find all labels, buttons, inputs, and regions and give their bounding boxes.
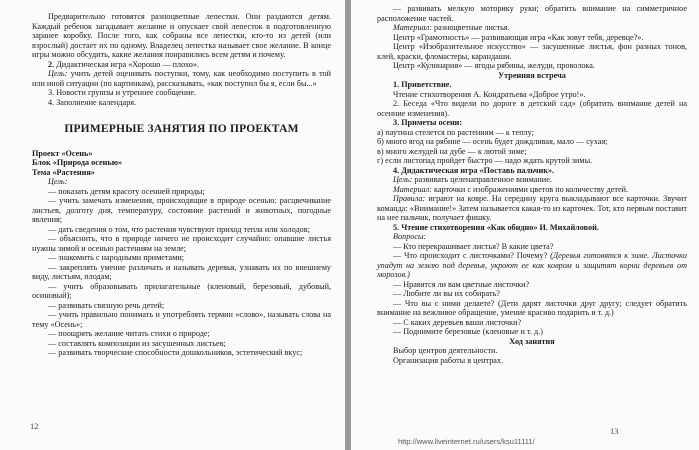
question-text: — Что происходит с листочками? Почему?: [393, 251, 548, 260]
goal-label: Цель:: [48, 69, 68, 78]
material-label: Материал:: [393, 23, 432, 32]
work-organization: Организация работы в центрах.: [393, 355, 504, 365]
topic-title: Тема «Растения»: [32, 167, 95, 177]
lesson-title: Ход занятия: [509, 336, 555, 346]
rules-label: Правила:: [393, 194, 426, 203]
material-2: [377, 185, 687, 195]
greeting: 1. Приветствие.: [393, 80, 452, 89]
poem-5: 5. Чтение стихотворения «Как обидно» И. Михайловой.: [393, 222, 599, 232]
left-column: [32, 12, 331, 358]
goal-item: — учить образовывать прилагательные (кленовый, березовый, дубовый, осиновый);: [32, 281, 331, 300]
material-text: карточки с изображениями цветов по количеству детей.: [433, 184, 629, 194]
question-answer: (Деревья готовятся к зиме. Листочки упадут на землю под деревья, укроют ее как ковром и защитят корни деревьев от морозов.): [377, 251, 688, 279]
right-page: [351, 0, 699, 450]
intro-paragraph: Предварительно готовятся разноцветные лепестки. Они раздаются детям. Каждый ребенок загадывает желание и опускает свой лепесток в подготовленную заранее коробку. После того, как собраны все лепестки, кто-то из детей (или взрослый) достает их по одному. Владелец лепестка называет свое желание. В конце игры можно обсудить, какие желания понравились всем детям и почему.: [32, 12, 331, 59]
question: — Любите ли вы их собирать?: [393, 289, 500, 298]
morning-meeting-title: Утренняя встреча: [498, 70, 566, 80]
goal-item: — показать детям красоту осенней природы;: [48, 186, 205, 196]
right-column: [377, 4, 687, 365]
center-art: Центр «Изобразительное искусство» — засушенные листья, фон разных тонов, клей, краски, фломастеры, карандаши.: [377, 42, 687, 61]
rules-text: играют на ковре. На середину круга выкладывают все карточки. Звучит команда: «Внимание!» Затем называется какая-то из карточек. Тот, кто первым поставит на нее пальчик, получает фишку.: [377, 194, 688, 222]
center-choice: Выбор центров деятельности.: [393, 346, 498, 355]
project-title: Проект «Осень»: [32, 148, 93, 158]
question: [377, 251, 687, 280]
material-text: разноцветные листья.: [433, 23, 510, 32]
question: — Что вы с ними делаете? (Дети дарят листочки друг другу; следует обратить внимание на вежливое обращение, умение красиво подарить и т. д.): [377, 298, 687, 317]
goal-item: — учить замечать изменения, происходящие в природе осенью: расцвечивание листьев, долготу дня, температуру, состояние растений и животных, погодные явления;: [32, 196, 331, 224]
rules: [377, 194, 687, 223]
poem-reading: Чтение стихотворения А. Кондратьева «Доброе утро!».: [393, 89, 586, 99]
item-4: 4. Заполнение календаря.: [48, 97, 137, 107]
material-label: Материал:: [393, 184, 432, 194]
goal-item: — поощрять желание читать стихи о природе;: [48, 329, 210, 338]
goal-item: — развивать творческие способности дошкольников, эстетический вкус;: [48, 348, 303, 357]
goal-item: — составлять композиции из засушенных листьев;: [48, 338, 226, 348]
questions-label: Вопросы:: [393, 232, 427, 241]
question: — Поднимите березовые (кленовые и т. д.): [393, 327, 543, 336]
game-4-goal: [377, 175, 687, 185]
page-number-left: 12: [30, 421, 39, 431]
goal-item: — развивать связную речь детей;: [48, 300, 165, 310]
motor-skills-line: — развивать мелкую моторику руки; обратить внимание на симметричное расположение частей.: [377, 4, 687, 23]
goal-text: учить детей оценивать поступки, тому, как необходимо поступить в той или иной ситуации (по картинкам), рассказывать, «как поступил бы я, если бы...»: [32, 69, 332, 88]
page-number-right: 13: [610, 426, 619, 436]
goal-label: Цель:: [393, 175, 413, 184]
block-title: Блок «Природа осенью»: [32, 158, 123, 167]
sign-item: б) много ягод на рябине — осень будет дождливая, мало — сухая;: [377, 137, 608, 146]
goal-text: развивать целенаправленное внимание.: [414, 175, 552, 184]
left-page: [0, 0, 345, 450]
talk: 2. Беседа «Что видели по дороге в детский сад» (обратить внимание детей на осенние изменения).: [377, 99, 687, 118]
item-2: [32, 60, 331, 70]
question: — Нравятся ли вам цветные листочки?: [393, 279, 530, 289]
goal-item: — закреплять умение различать и называть деревья, узнавать их по внешнему виду, листьям, плодам;: [32, 262, 331, 281]
item-2-number: 2.: [48, 59, 55, 69]
goal-item: — учить правильно понимать и употреблять термин «слово», называть слова на тему «Осень»;: [32, 310, 331, 329]
item-3: 3. Новости группы и утреннее сообщение.: [48, 88, 197, 97]
center-kitchen: Центр «Кулинария» — ягоды рябины, желуди, проволока.: [393, 61, 595, 70]
goal-item: — дать сведения о том, что растения чувствуют приход тепла или холодов;: [48, 224, 310, 234]
question: — Кто перекрашивает листья? В какие цвета?: [393, 241, 554, 251]
sign-item: г) если листопад пройдет быстро — надо ждать крутой зимы.: [377, 156, 593, 165]
question: — С каких деревьев ваши листочки?: [393, 317, 522, 327]
item-2-goal: [32, 69, 331, 88]
goals-label: Цель:: [48, 177, 68, 186]
sign-item: а) паутина стелется по растениям — к теплу;: [377, 127, 534, 137]
goal-item: — знакомить с народными приметами;: [48, 253, 185, 262]
material-1: [377, 23, 687, 33]
section-title: ПРИМЕРНЫЕ ЗАНЯТИЯ ПО ПРОЕКТАМ: [64, 123, 299, 135]
goal-item: — объяснить, что в природе ничего не происходит случайно: опавшие листья нужны зимой и осенью растениям на земле;: [32, 234, 331, 253]
signs-title: 3. Приметы осени:: [393, 118, 463, 127]
watermark-url: http://www.liveinternet.ru/users/ksu11111/: [398, 437, 535, 446]
game-4-title: 4. Дидактическая игра «Поставь пальчик».: [393, 165, 555, 175]
item-2-text: Дидактическая игра «Хорошо — плохо».: [56, 59, 200, 69]
sign-item: в) много желудей на дубе — к лютой зиме;: [377, 146, 527, 156]
center-literacy: Центр «Грамотность» — развивающая игра «Как зовут тебя, деревце?».: [393, 32, 644, 42]
